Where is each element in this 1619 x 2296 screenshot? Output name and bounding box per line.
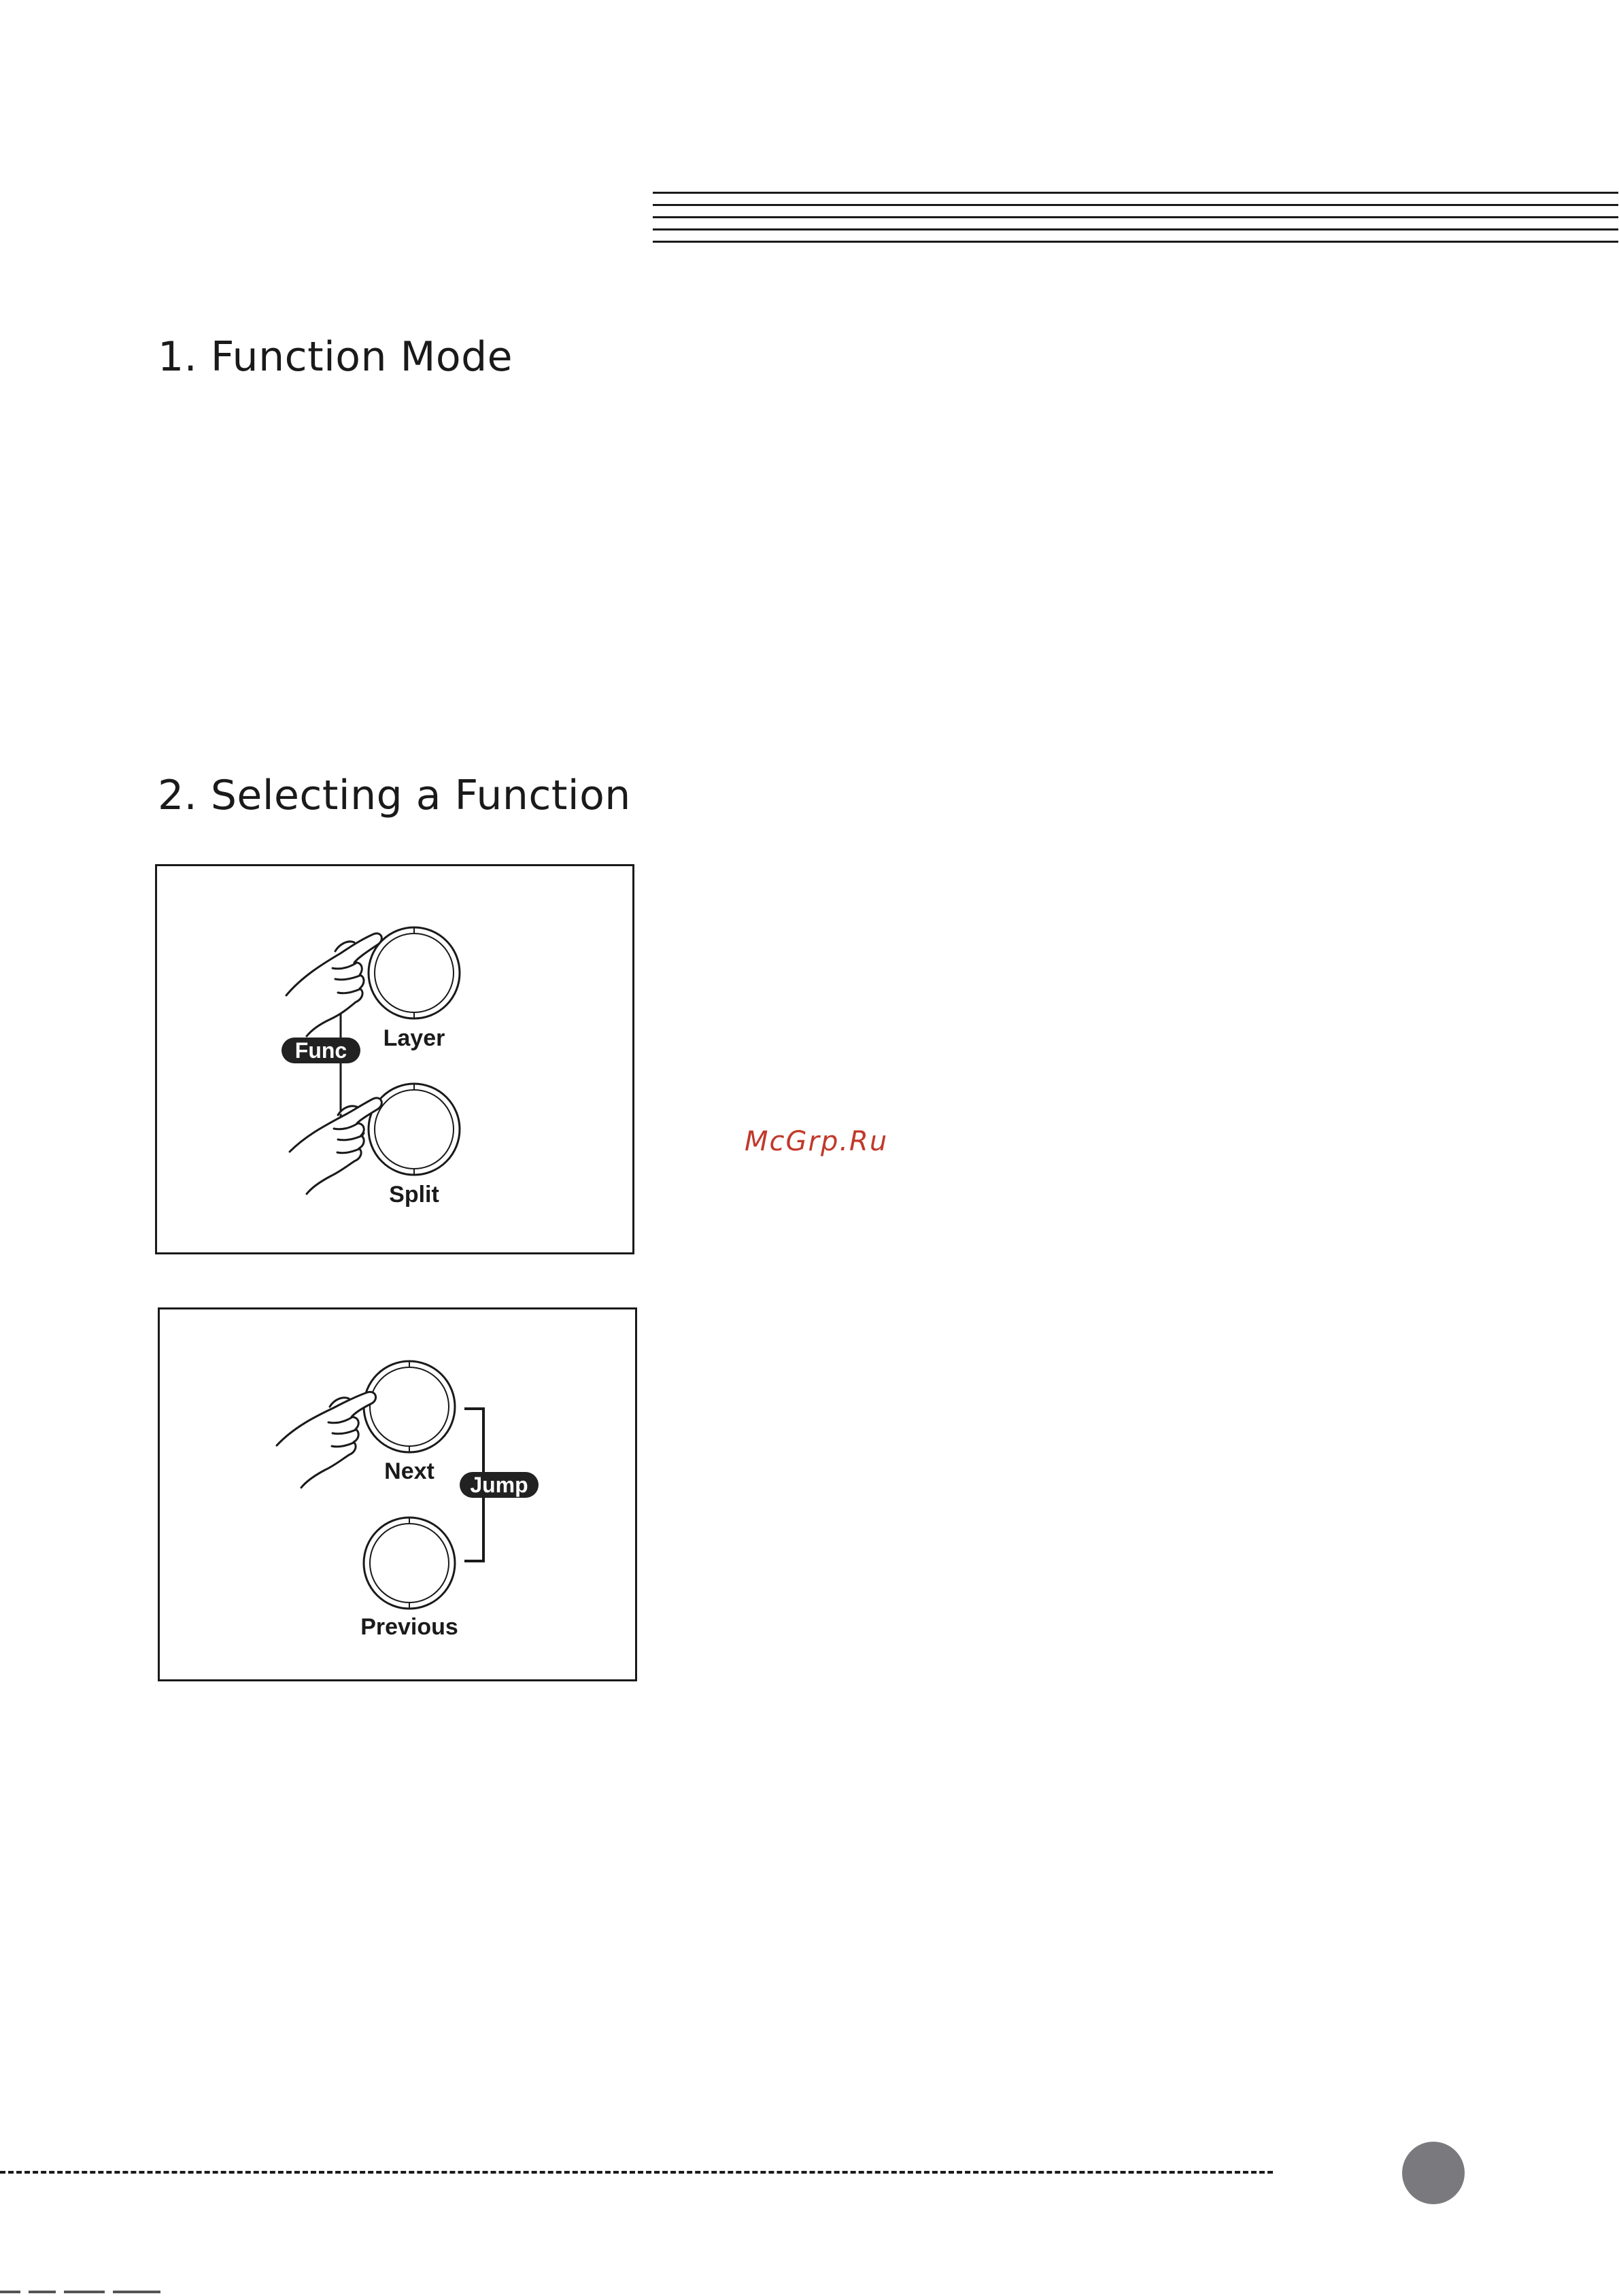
previous-button-label: Previous [360, 1614, 458, 1640]
pointing-hand-icon [290, 1098, 381, 1194]
diagram-jump-next-previous [158, 1307, 637, 1681]
section-heading-selecting-function: 2. Selecting a Function [158, 772, 631, 819]
next-button-label: Next [384, 1458, 434, 1484]
split-button-label: Split [389, 1182, 439, 1207]
jump-label-badge: Jump [460, 1472, 539, 1498]
header-rule-lines [653, 190, 1618, 245]
footer-dashed-rule [0, 2171, 1273, 2174]
layer-button-label: Layer [383, 1025, 445, 1051]
diagram-func-layer-split [155, 864, 634, 1254]
watermark-text: McGrp.Ru [745, 1126, 889, 1157]
bottom-edge-marks [0, 2283, 169, 2296]
section-heading-function-mode: 1. Function Mode [158, 333, 513, 381]
pointing-hand-icon [286, 933, 381, 1036]
previous-button-graphic [364, 1518, 455, 1609]
next-button-graphic [364, 1361, 455, 1452]
layer-button-graphic [369, 927, 460, 1018]
page-number-circle [1402, 2142, 1465, 2204]
func-label-badge: Func [282, 1038, 360, 1063]
split-button-graphic [369, 1084, 460, 1175]
